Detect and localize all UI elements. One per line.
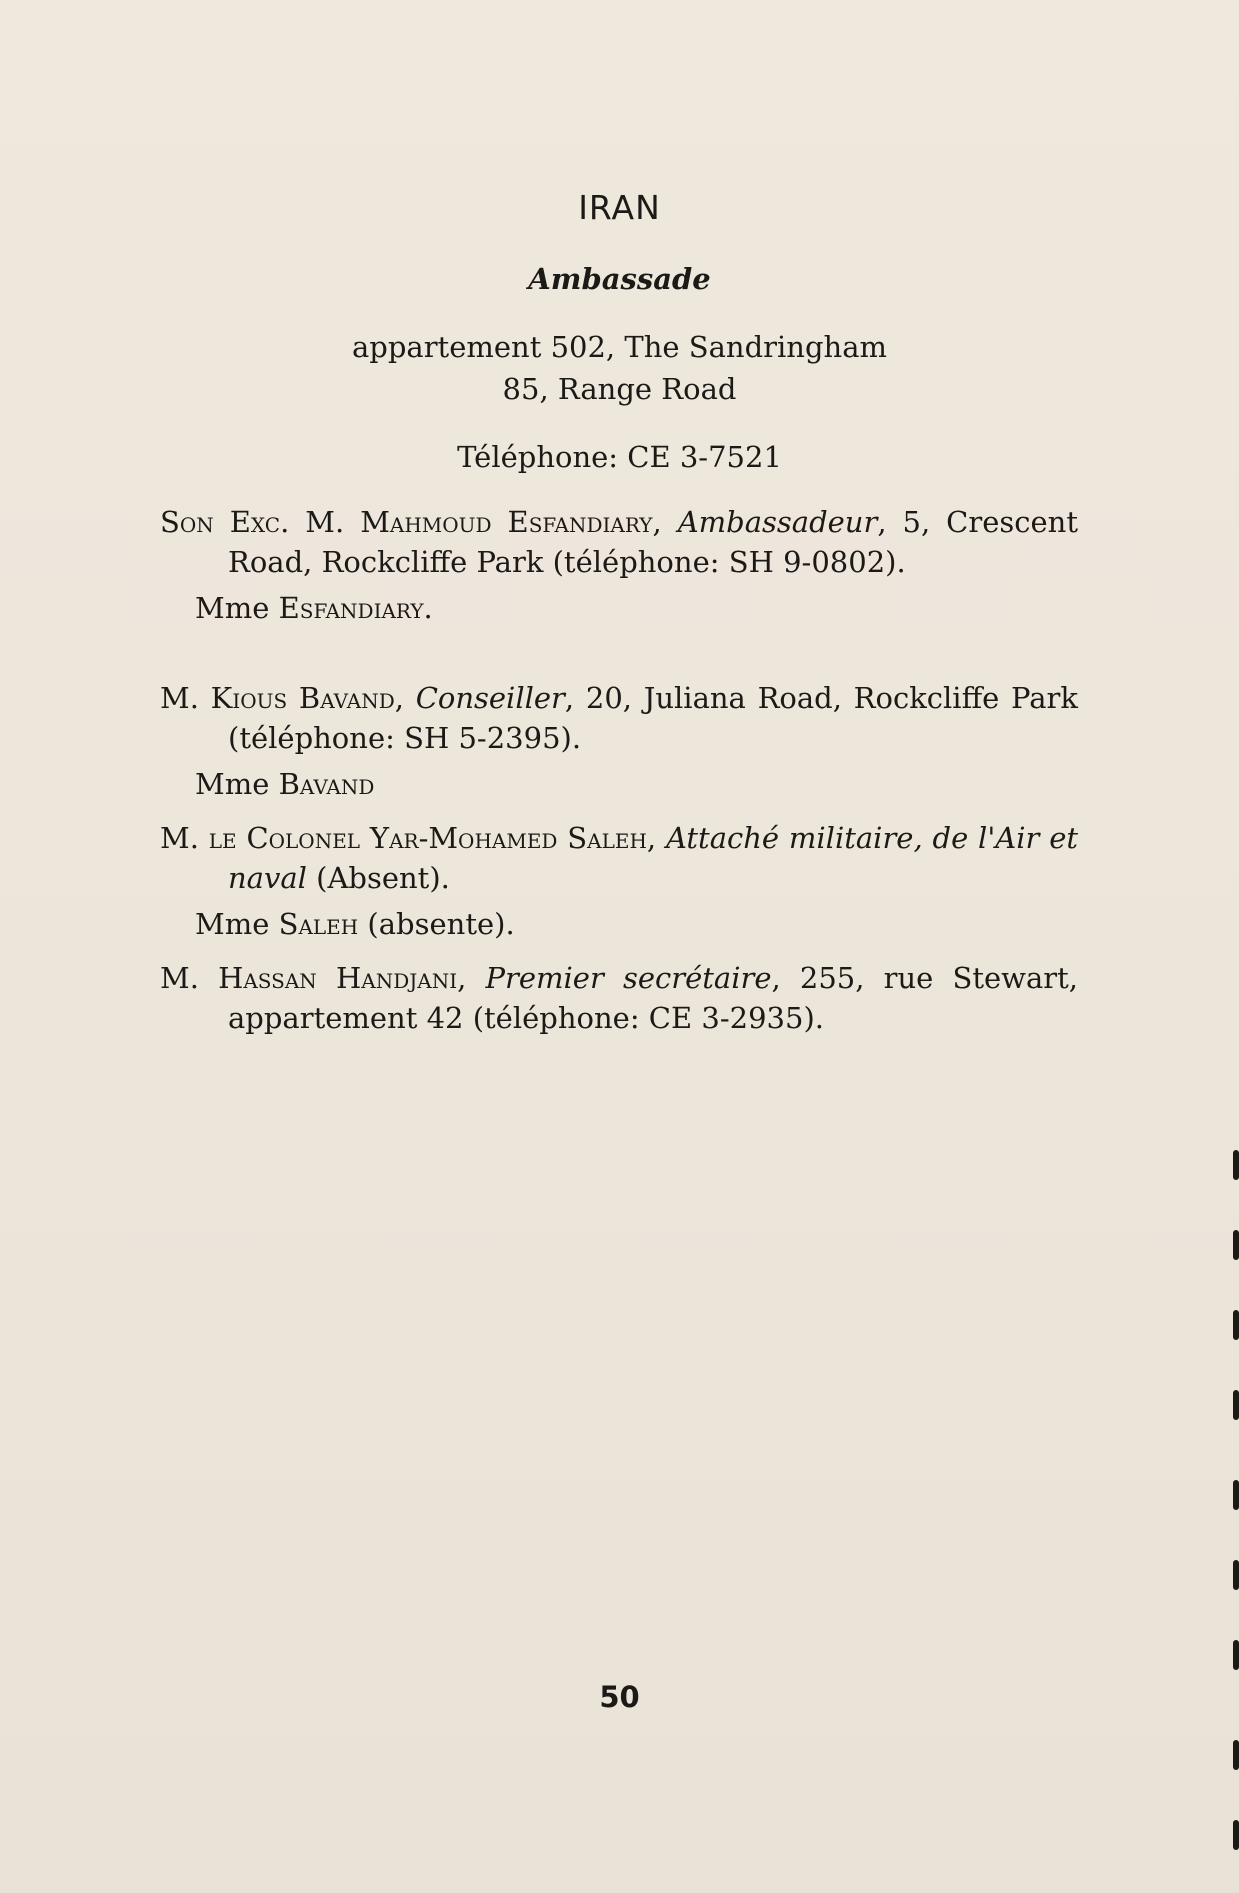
entry-name: Yar-Mohamed Saleh bbox=[369, 821, 647, 855]
staff-entry bbox=[160, 818, 1078, 944]
binding-mark bbox=[1233, 1820, 1239, 1850]
staff-entry bbox=[160, 678, 1078, 804]
spouse-title: Mme bbox=[195, 767, 270, 801]
section-subtitle: Ambassade bbox=[528, 262, 711, 296]
entry-role: Conseiller bbox=[415, 681, 565, 715]
entry-spouse bbox=[160, 764, 1078, 804]
entry-main: M. Hassan Handjani, Premier secrétaire, 255, rue Stewart, appartement 42 (téléphone: CE 3-2935). bbox=[160, 961, 1078, 1035]
entry-main: M. le Colonel Yar-Mohamed Saleh, Attaché militaire, de l'Air et naval (Absent). bbox=[160, 821, 1079, 895]
spouse-title: Mme bbox=[195, 591, 270, 625]
entry-details: , 20, Juliana Road, Rockcliffe Park (téléphone: SH 5-2395). bbox=[228, 681, 1078, 755]
binding-mark bbox=[1233, 1230, 1239, 1260]
binding-mark bbox=[1233, 1560, 1239, 1590]
address-line-2: 85, Range Road bbox=[502, 372, 737, 406]
spouse-title: Mme bbox=[195, 907, 270, 941]
entry-name: Mahmoud Esfandiary bbox=[360, 505, 653, 539]
entry-title: M. bbox=[160, 961, 199, 995]
entry-title: M. bbox=[160, 681, 199, 715]
country-heading: IRAN bbox=[578, 188, 661, 227]
binding-mark bbox=[1233, 1740, 1239, 1770]
entry-role: Ambassadeur bbox=[677, 505, 878, 539]
entry-title: Son Exc. M. bbox=[160, 505, 345, 539]
entry-role: Premier secrétaire bbox=[485, 961, 772, 995]
entry-role: Attaché militaire, de l'Air et naval bbox=[228, 821, 1079, 895]
spouse-name: Bavand bbox=[278, 767, 375, 801]
binding-mark bbox=[1233, 1310, 1239, 1340]
page-number: 50 bbox=[599, 1680, 640, 1714]
binding-mark bbox=[1233, 1480, 1239, 1510]
entry-main: M. Kious Bavand, Conseiller, 20, Juliana Road, Rockcliffe Park (téléphone: SH 5-2395). bbox=[160, 681, 1078, 755]
entry-details: (Absent). bbox=[306, 861, 450, 895]
address-line-1: appartement 502, The Sandringham bbox=[351, 330, 888, 364]
binding-mark bbox=[1233, 1390, 1239, 1420]
entry-name: Kious Bavand bbox=[210, 681, 395, 715]
entry-name: Hassan Handjani bbox=[218, 961, 458, 995]
entry-details: , 5, Crescent Road, Rockcliffe Park (téléphone: SH 9-0802). bbox=[228, 505, 1079, 579]
binding-mark bbox=[1233, 1150, 1239, 1180]
entry-details: , 255, rue Stewart, appartement 42 (téléphone: CE 3-2935). bbox=[228, 961, 1078, 1035]
spouse-name: Esfandiary. bbox=[278, 591, 433, 625]
spouse-name: Saleh bbox=[278, 907, 359, 941]
binding-mark bbox=[1233, 1640, 1239, 1670]
embassy-telephone: Téléphone: CE 3-7521 bbox=[457, 440, 782, 474]
entry-spouse bbox=[160, 904, 1078, 944]
staff-entry bbox=[160, 502, 1078, 628]
spouse-note: (absente). bbox=[358, 907, 515, 941]
entry-main: Son Exc. M. Mahmoud Esfandiary, Ambassadeur, 5, Crescent Road, Rockcliffe Park (téléphone: SH 9-0802). bbox=[160, 505, 1079, 579]
staff-entry bbox=[160, 958, 1078, 1038]
entry-title: M. le Colonel bbox=[160, 821, 361, 855]
entry-spouse bbox=[160, 588, 1078, 628]
